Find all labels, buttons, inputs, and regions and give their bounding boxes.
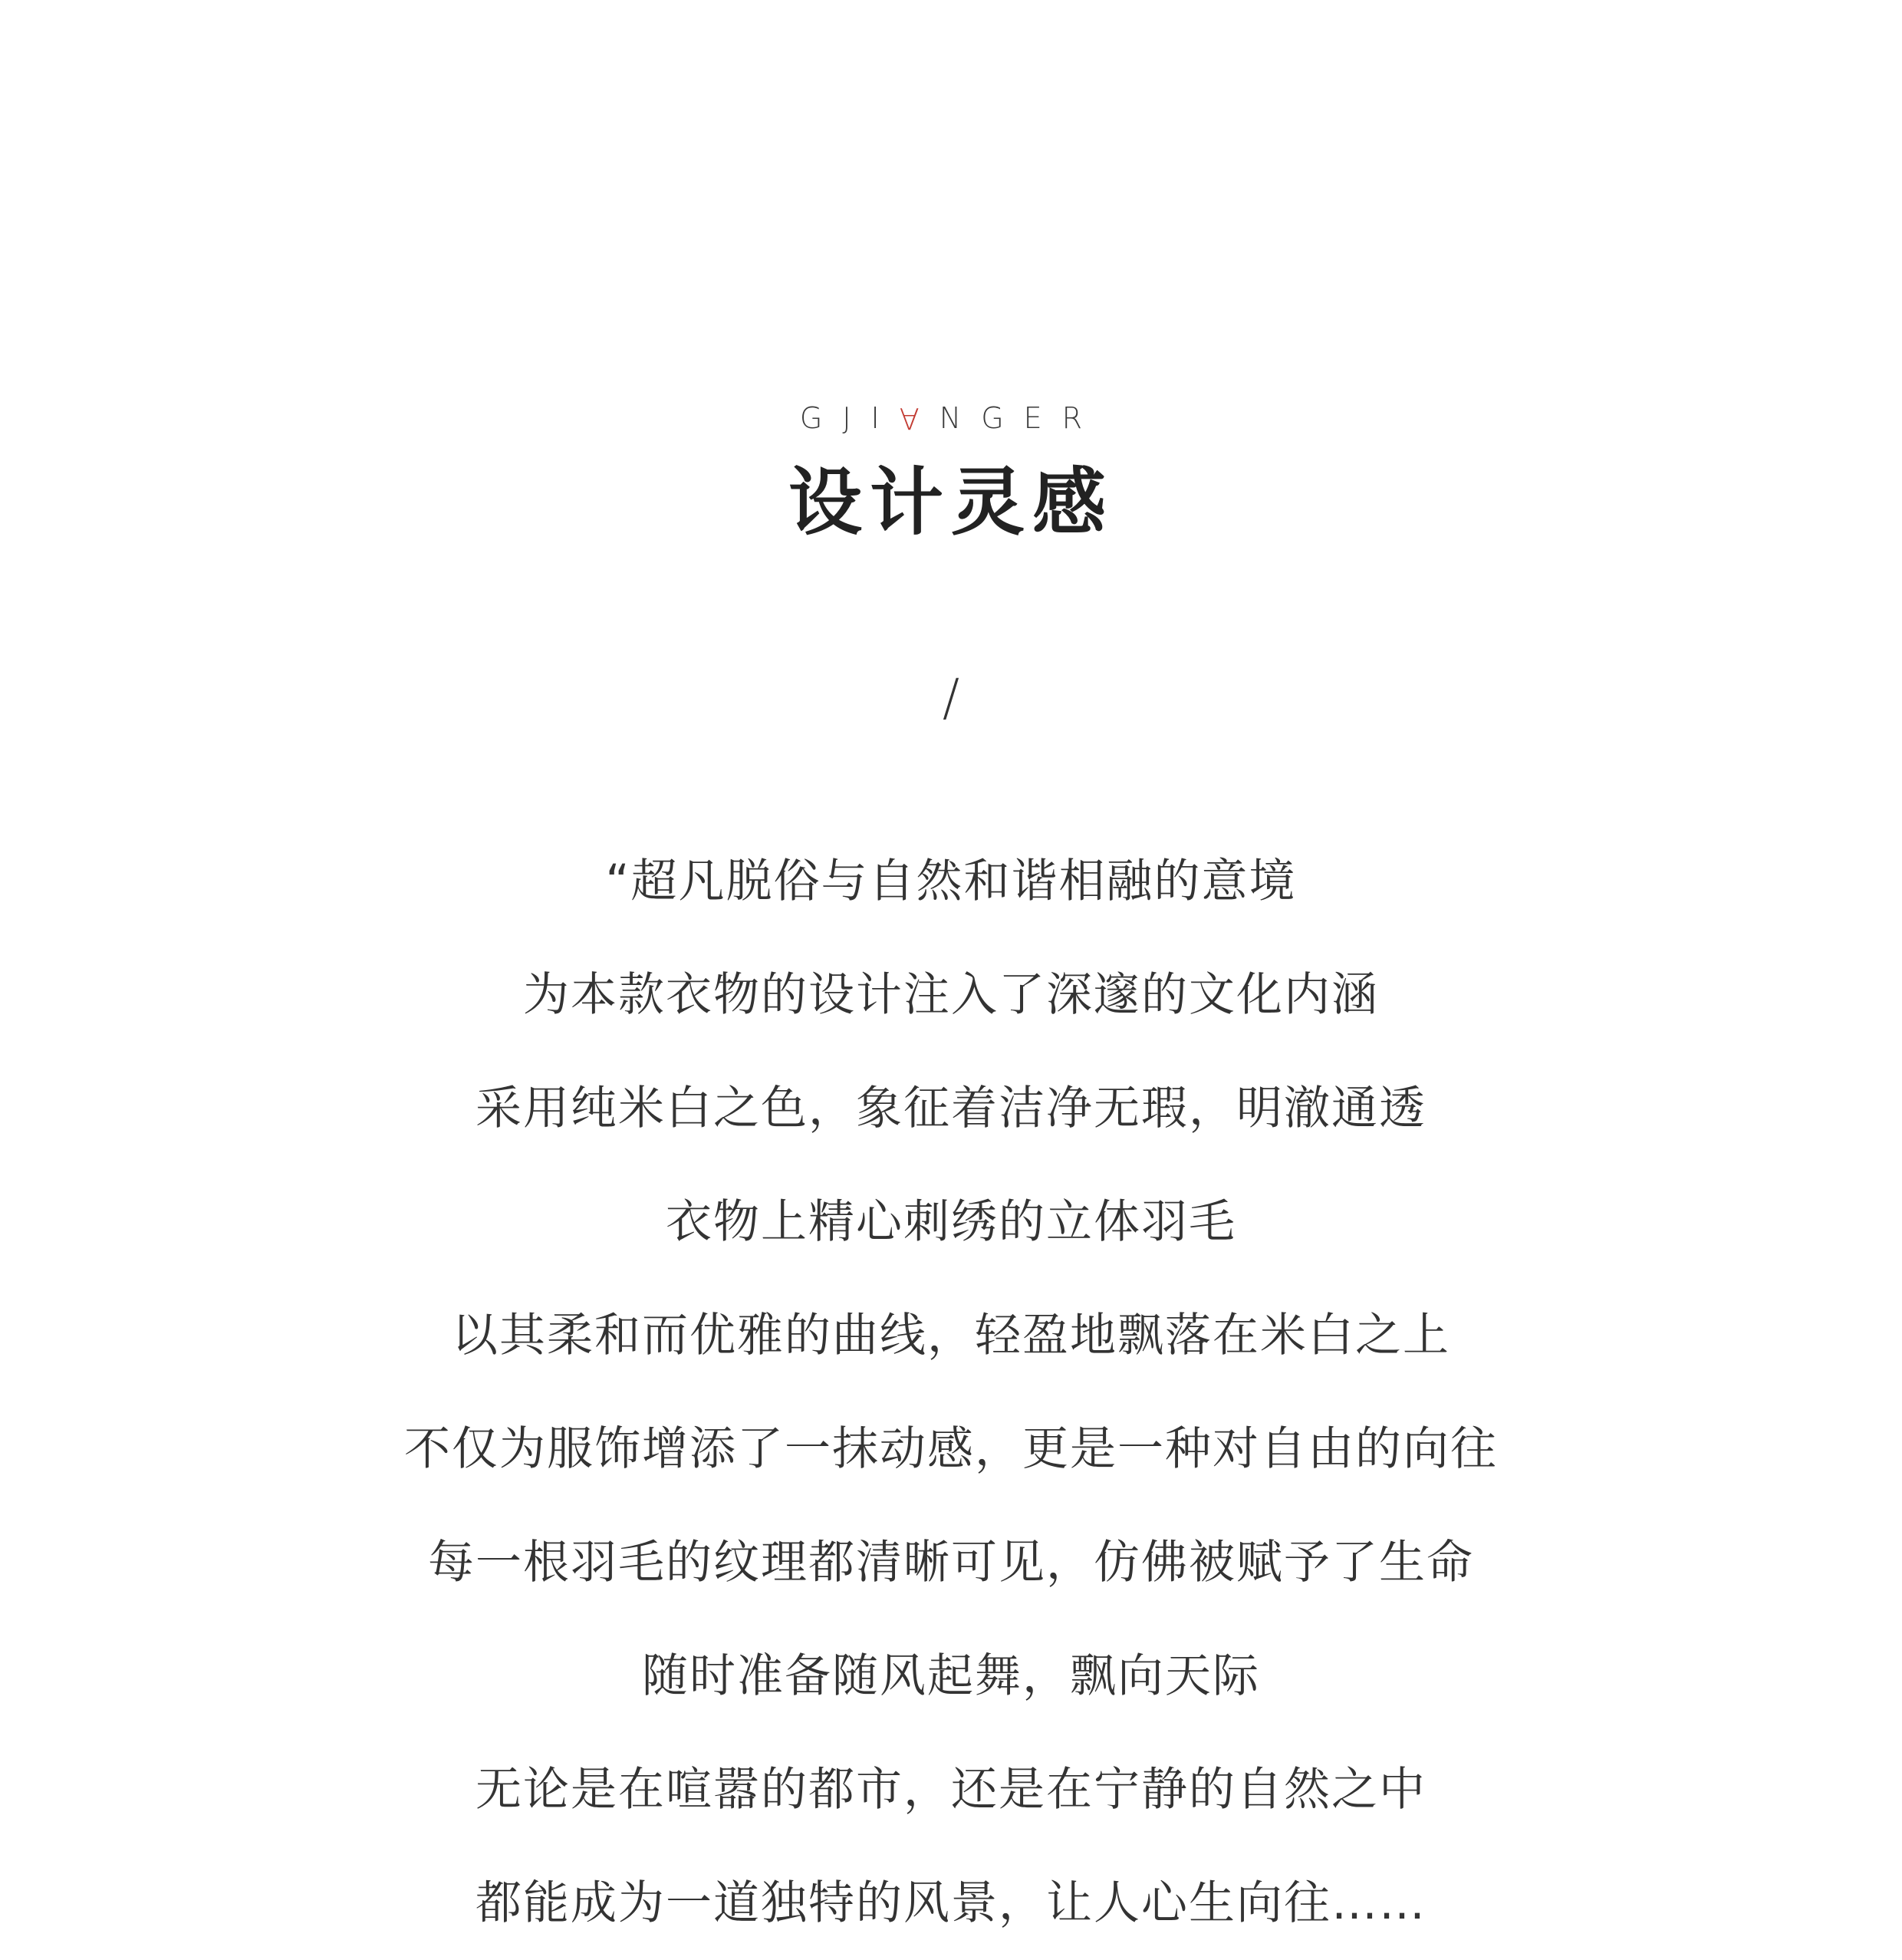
poem-line: 随时准备随风起舞，飘向天际 xyxy=(642,1649,1260,1703)
poem-line: 每一根羽毛的纹理都清晰可见，仿佛被赋予了生命 xyxy=(428,1536,1474,1589)
brand-logo-accent-letter: A xyxy=(899,401,939,435)
poem-line: 无论是在喧嚣的都市，还是在宁静的自然之中 xyxy=(476,1763,1426,1817)
poem-line: 采用纯米白之色，象征着洁净无瑕，明澈通透 xyxy=(476,1082,1426,1135)
poem-line: 不仅为服饰增添了一抹动感，更是一种对自由的向往 xyxy=(404,1422,1498,1476)
poem-line: 以其柔和而优雅的曲线，轻盈地飘落在米白之上 xyxy=(452,1309,1450,1362)
poem-line: “超凡脱俗与自然和谐相融的意境 xyxy=(605,855,1297,908)
poem-line: 衣物上精心刺绣的立体羽毛 xyxy=(666,1195,1236,1249)
section-title: 设计灵感 xyxy=(788,459,1114,545)
slash-divider: / xyxy=(942,668,960,727)
brand-logo xyxy=(0,395,1902,441)
brand-logo-prefix: GJI xyxy=(799,401,900,435)
brand-logo-suffix: NGER xyxy=(939,401,1103,435)
poem-line: 都能成为一道独特的风景，让人心生向往…… xyxy=(476,1876,1426,1930)
poem-line: 为本款衣物的设计注入了深邃的文化内涵 xyxy=(523,968,1379,1022)
poem-text xyxy=(0,825,1902,1960)
